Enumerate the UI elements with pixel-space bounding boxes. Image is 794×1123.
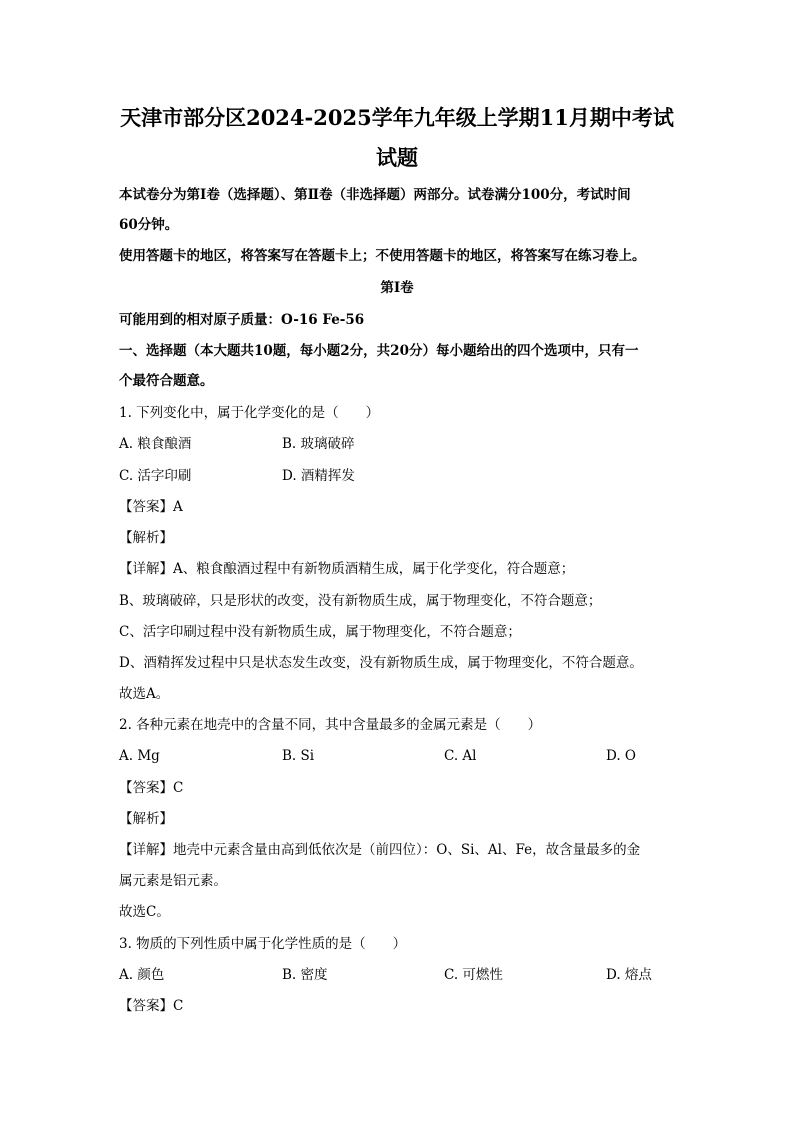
detail-line: C、活字印刷过程中没有新物质生成，属于物理变化，不符合题意； (119, 624, 521, 640)
option-a: A. 粮食酿酒 (119, 436, 192, 452)
instructions-text: 使用答题卡的地区，将答案写在答题卡上；不使用答题卡的地区，将答案写在练习卷上。 (119, 248, 646, 264)
option-b: B. 密度 (282, 967, 328, 983)
section-heading: 第Ⅰ卷 (380, 280, 414, 296)
option-c: C. 可燃性 (444, 967, 503, 983)
option-c: C. 活字印刷 (119, 468, 192, 484)
intro-text: 本试卷分为第Ⅰ卷（选择题）、第Ⅱ卷（非选择题）两部分。试卷满分100分，考试时间 (119, 187, 631, 203)
option-c: C. Al (444, 748, 477, 764)
part-heading: 一、选择题（本大题共10题，每小题2分，共20分）每小题给出的四个选项中，只有一 (119, 343, 639, 359)
conclusion-line: 故选A。 (119, 686, 170, 702)
option-a: A. 颜色 (119, 967, 165, 983)
detail-line: D、酒精挥发过程中只是状态发生改变，没有新物质生成，属于物理变化，不符合题意。 (119, 655, 643, 671)
detail-line: 【详解】A、粮食酿酒过程中有新物质酒精生成，属于化学变化，符合题意； (119, 561, 575, 577)
option-d: D. 酒精挥发 (282, 468, 355, 484)
question-stem: 1. 下列变化中，属于化学变化的是（ ） (119, 405, 380, 421)
detail-line: 【详解】地壳中元素含量由高到低依次是（前四位）：O、Si、Al、Fe，故含量最多的金 (119, 842, 641, 858)
option-d: D. O (606, 748, 636, 764)
option-d: D. 熔点 (606, 967, 652, 983)
answer-line: 【答案】C (119, 780, 184, 796)
answer-line: 【答案】C (119, 998, 184, 1014)
question-stem: 3. 物质的下列性质中属于化学性质的是（ ） (119, 936, 407, 952)
atomic-mass-note: 可能用到的相对原子质量：O-16 Fe-56 (119, 312, 365, 328)
detail-line: B、玻璃破碎，只是形状的改变，没有新物质生成，属于物理变化，不符合题意； (119, 593, 602, 609)
analysis-label: 【解析】 (119, 811, 173, 827)
document-title: 天津市部分区2024-2025学年九年级上学期11月期中考试 (120, 105, 674, 130)
detail-line: 属元素是铝元素。 (119, 873, 227, 889)
question-stem: 2. 各种元素在地壳中的含量不同，其中含量最多的金属元素是（ ） (119, 717, 542, 733)
part-heading-continued: 个最符合题意。 (119, 373, 214, 389)
document-title-continued: 试题 (376, 145, 418, 170)
answer-line: 【答案】A (119, 499, 183, 515)
conclusion-line: 故选C。 (119, 904, 170, 920)
option-a: A. Mg (119, 748, 160, 764)
option-b: B. Si (282, 748, 315, 764)
option-b: B. 玻璃破碎 (282, 436, 355, 452)
analysis-label: 【解析】 (119, 530, 173, 546)
intro-text: 60分钟。 (119, 217, 179, 233)
